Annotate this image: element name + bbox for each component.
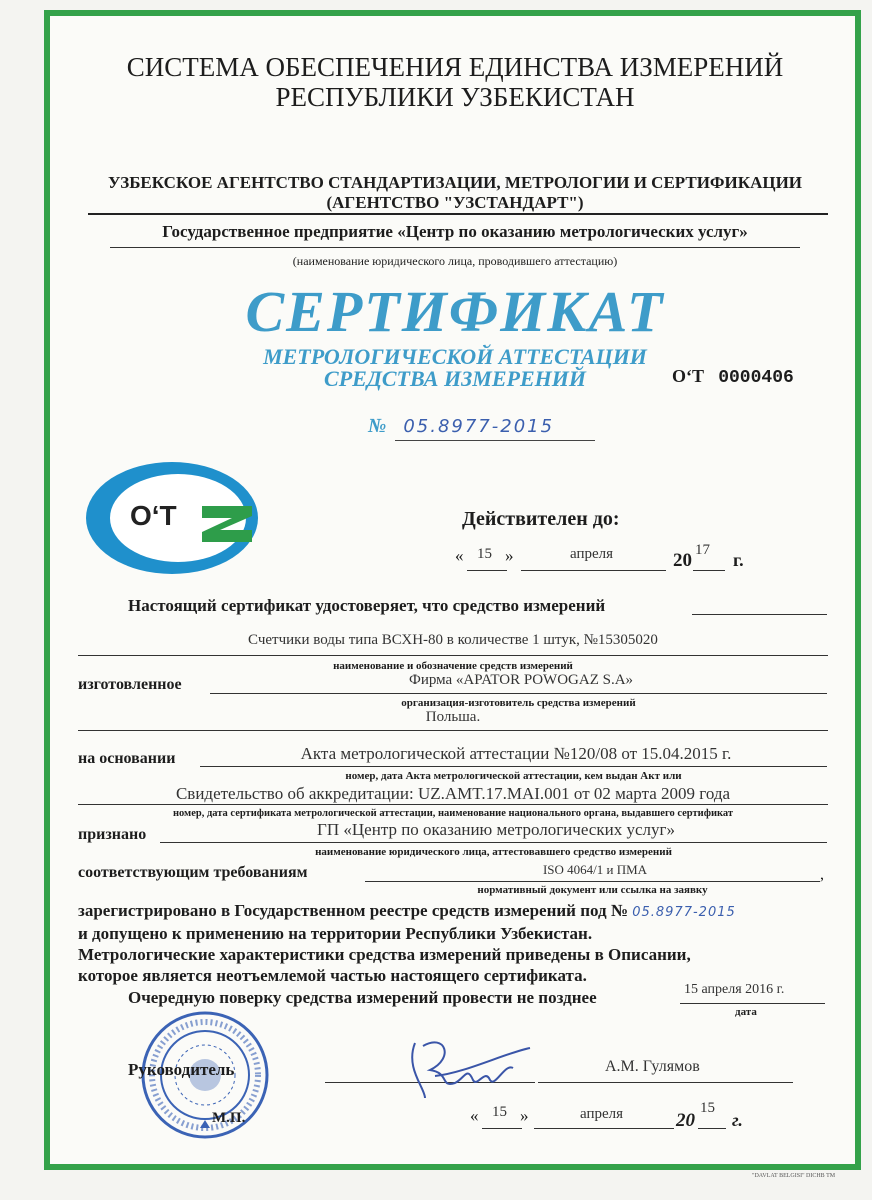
serial-value: 0000406	[718, 368, 794, 388]
sign-month: апреля	[580, 1106, 624, 1122]
requirements-value: ISO 4064/1 и ПМА	[542, 862, 648, 877]
manufacturer: Фирма «APATOR POWOGAZ S.A»	[408, 672, 634, 688]
valid-year-suffix: 17	[695, 542, 710, 558]
valid-day: 15	[477, 546, 492, 562]
manufacturer-caption: организация-изготовитель средства измерений	[401, 697, 636, 709]
valid-month: апреля	[570, 546, 614, 562]
accreditation-caption: номер, дата сертификата метрологической аттестации, наименование национального органа, выдавшего сертификат	[172, 808, 734, 819]
number-sign: №	[368, 415, 387, 437]
para-line-2: и допущено к применению на территории Республики Узбекистан.	[78, 924, 593, 943]
enterprise-caption: (наименование юридического лица, проводившего аттестацию)	[292, 254, 618, 268]
requirements-caption: нормативный документ или ссылка на заявку	[477, 884, 708, 896]
agency	[60, 173, 850, 213]
print-mark: "DAVLAT BELGISI" DICHB TM	[752, 1173, 836, 1179]
sign-g: г.	[732, 1110, 743, 1130]
valid-year-prefix: 20	[673, 550, 692, 571]
subtitle-line-2: СРЕДСТВА ИЗМЕРЕНИЙ	[324, 366, 586, 391]
country: Польша.	[425, 709, 481, 725]
registration-paragraph	[78, 900, 838, 986]
seal-place: М.П.	[212, 1110, 246, 1126]
subtitle-line-1: МЕТРОЛОГИЧЕСКОЙ АТТЕСТАЦИИ	[263, 344, 647, 369]
requirements-label: соответствующим требованиям	[78, 864, 308, 881]
verification-date: 15 апреля 2016 г.	[684, 982, 785, 997]
certificate-number	[368, 415, 554, 438]
agency-line-2: (АГЕНТСТВО "УЗСТАНДАРТ")	[326, 193, 584, 212]
logo-text: O‘T	[130, 500, 177, 531]
valid-g: г.	[733, 550, 744, 570]
enterprise-name: Государственное предприятие «Центр по оказанию метрологических услуг»	[162, 222, 748, 241]
header-line-1: СИСТЕМА ОБЕСПЕЧЕНИЯ ЕДИНСТВА ИЗМЕРЕНИЙ	[126, 52, 784, 82]
valid-until-label: Действителен до:	[462, 508, 620, 530]
basis-caption: номер, дата Акта метрологической аттестации, кем выдан Акт или	[345, 770, 682, 782]
para-line-3: Метрологические характеристики средства измерений приведены в Описании,	[78, 945, 691, 964]
accreditation: Свидетельство об аккредитации: UZ.AMT.17.MAI.001 от 02 марта 2009 года	[175, 784, 731, 803]
number-value: 05.8977-2015	[403, 416, 555, 437]
header	[60, 52, 850, 112]
recognized-value: ГП «Центр по оказанию метрологических услуг»	[317, 820, 675, 839]
head-name: А.М. Гулямов	[605, 1058, 700, 1075]
agency-divider	[88, 213, 828, 215]
serial-prefix: O‘T	[672, 366, 704, 386]
recognized-caption: наименование юридического лица, аттестовавшего средство измерений	[315, 846, 672, 858]
signing-date: « 15 » апреля 20 15 г.	[470, 1100, 743, 1131]
basis-value: Акта метрологической аттестации №120/08 от 15.04.2015 г.	[300, 744, 732, 763]
basis-label: на основании	[78, 750, 176, 767]
device-caption: наименование и обозначение средств измерений	[333, 660, 573, 672]
ozstandart-logo	[82, 458, 262, 578]
manufactured-label: изготовленное	[78, 676, 182, 693]
signature	[395, 1028, 535, 1108]
para-line-4: которое является неотъемлемой частью настоящего сертификата.	[78, 966, 587, 985]
header-line-2: РЕСПУБЛИКИ УЗБЕКИСТАН	[275, 82, 635, 112]
head-label: Руководитель	[128, 1060, 235, 1079]
registry-number: 05.8977-2015	[632, 905, 736, 920]
verification-caption: дата	[735, 1006, 757, 1018]
agency-line-1: УЗБЕКСКОЕ АГЕНТСТВО СТАНДАРТИЗАЦИИ, МЕТРОЛОГИИ И СЕРТИФИКАЦИИ	[107, 173, 803, 192]
sign-year-prefix: 20	[676, 1110, 695, 1131]
valid-until-date: « 15 » апреля 20 17 г.	[455, 542, 744, 571]
enterprise-underline	[110, 247, 800, 248]
serial-number	[672, 366, 794, 388]
verification-label: Очередную поверку средства измерений провести не позднее	[128, 988, 597, 1007]
sign-day: 15	[492, 1104, 507, 1120]
para-line-1: зарегистрировано в Государственном реестре средств измерений под №	[78, 901, 628, 920]
certificate-subtitle	[220, 346, 690, 390]
certificate-title: СЕРТИФИКАТ	[245, 279, 665, 344]
sign-year-suffix: 15	[700, 1100, 715, 1116]
number-underline	[395, 440, 595, 441]
recognized-label: признано	[78, 826, 147, 843]
device-name: Счетчики воды типа ВСХН-80 в количестве 1 штук, №15305020	[248, 632, 658, 648]
certifies-text: Настоящий сертификат удостоверяет, что средство измерений	[128, 596, 606, 615]
